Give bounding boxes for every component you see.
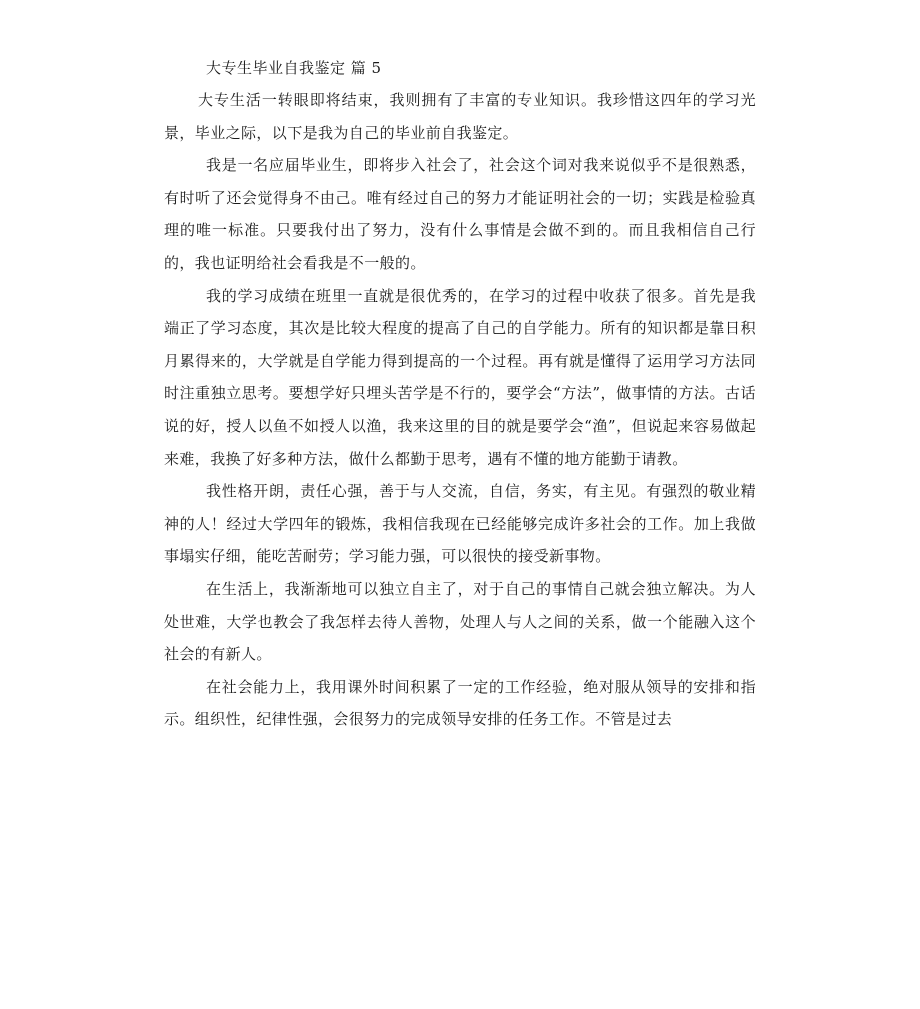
section-heading: 大专生毕业自我鉴定 篇 5	[206, 59, 382, 77]
paragraph: 在生活上，我渐渐地可以独立自主了，对于自己的事情自己就会独立解决。为人处世难，大学也教会了我怎样去待人善物，处理人与人之间的关系，做一个能融入这个社会的有新人。	[164, 579, 756, 664]
paragraph: 我是一名应届毕业生，即将步入社会了，社会这个词对我来说似乎不是很熟悉，有时听了还会觉得身不由己。唯有经过自己的努力才能证明社会的一切；实践是检验真理的唯一标准。只要我付出了努力，没有什么事情是会做不到的。而且我相信自己行的，我也证明给社会看我是不一般的。	[164, 156, 756, 272]
paragraph: 我的学习成绩在班里一直就是很优秀的，在学习的过程中收获了很多。首先是我端正了学习态度，其次是比较大程度的提高了自己的自学能力。所有的知识都是靠日积月累得来的，大学就是自学能力得到提高的一个过程。再有就是懂得了运用学习方法同时注重独立思考。要想学好只埋头苦学是不行的，要学会“方法”，做事情的方法。古话说的好，授人以鱼不如授人以渔，我来这里的目的就是要学会“渔”，但说起来容易做起来难，我换了好多种方法，做什么都勤于思考，遇有不懂的地方能勤于请教。	[164, 286, 756, 468]
paragraph: 在社会能力上，我用课外时间积累了一定的工作经验，绝对服从领导的安排和指示。组织性，纪律性强，会很努力的完成领导安排的任务工作。不管是过去	[164, 677, 756, 729]
document-body	[164, 52, 756, 736]
paragraph: 大专生活一转眼即将结束，我则拥有了丰富的专业知识。我珍惜这四年的学习光景，毕业之际，以下是我为自己的毕业前自我鉴定。	[164, 91, 756, 142]
paragraph: 我性格开朗，责任心强，善于与人交流，自信，务实，有主见。有强烈的敬业精神的人！经过大学四年的锻炼，我相信我现在已经能够完成许多社会的工作。加上我做事塌实仔细，能吃苦耐劳；学习能力强，可以很快的接受新事物。	[164, 482, 756, 566]
